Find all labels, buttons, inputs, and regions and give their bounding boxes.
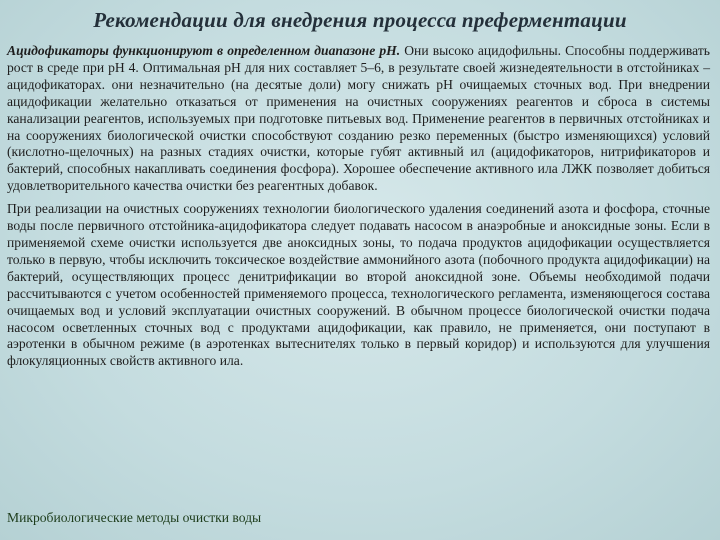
page-title: Рекомендации для внедрения процесса преферментации <box>93 8 627 32</box>
slide-content <box>7 43 710 376</box>
paragraph-1-body: Они высоко ацидофильны. Способны поддерживать рост в среде при рН 4. Оптимальная рН для них составляет 5–6, в результате своей жизнедеятельности в отстойниках – ацидофикаторах. они незначительно (на десятые доли) могу снижать рН очищаемых сточных вод. При внедрении ацидофикации желательно отказаться от применения на очистных сооружениях реагентов и сброса в системы канализации реагентов, используемых при подготовке питьевых вод. Применение реагентов в первичных отстойниках и на сооружениях биологической очистки способствуют созданию резко переменных (быстро изменяющихся) условий (кислотно-щелочных) на разных стадиях очистки, которые губят активный ил (ацидофикаторов, нитрификаторов и бактерий, способных накапливать соединения фосфора). Хорошее обеспечение активного ила ЛЖК позволяет добиться удовлетворительного качества очистки без реагентных добавок. <box>7 43 710 194</box>
paragraph-1-lead: Ацидофикаторы функционируют в определенном диапазоне рН. <box>7 43 401 58</box>
paragraph-1 <box>7 43 710 195</box>
footer-link[interactable]: Микробиологические методы очистки воды <box>7 510 262 525</box>
paragraph-2: При реализации на очистных сооружениях технологии биологического удаления соединений азота и фосфора, сточные воды после первичного отстойника-ацидофикатора следует подавать насосом в анаэробные и аноксидные зоны. Если в применяемой схеме очистки используется две аноксидных зоны, то подача продуктов ацидофикации осуществляется только в первую, чтобы исключить токсическое воздействие аммонийного азота (побочного продукта ацидофикации) на бактерий, осуществляющих процесс денитрификации во второй аноксидной зоне. Объемы необходимой подачи рассчитываются с учетом особенностей применяемого процесса, технологического регламента, изменяющегося состава очищаемых вод и условий эксплуатации очистных сооружений. В обычном процессе биологической очистки подача насосом осветленных сточных вод с продуктами ацидофикации, как правило, не применяется, они поступают в аэротенки в обычном режиме (в аэротенках вытеснителях только в первый коридор) и используются для улучшения флокуляционных свойств активного ила. <box>7 201 710 369</box>
